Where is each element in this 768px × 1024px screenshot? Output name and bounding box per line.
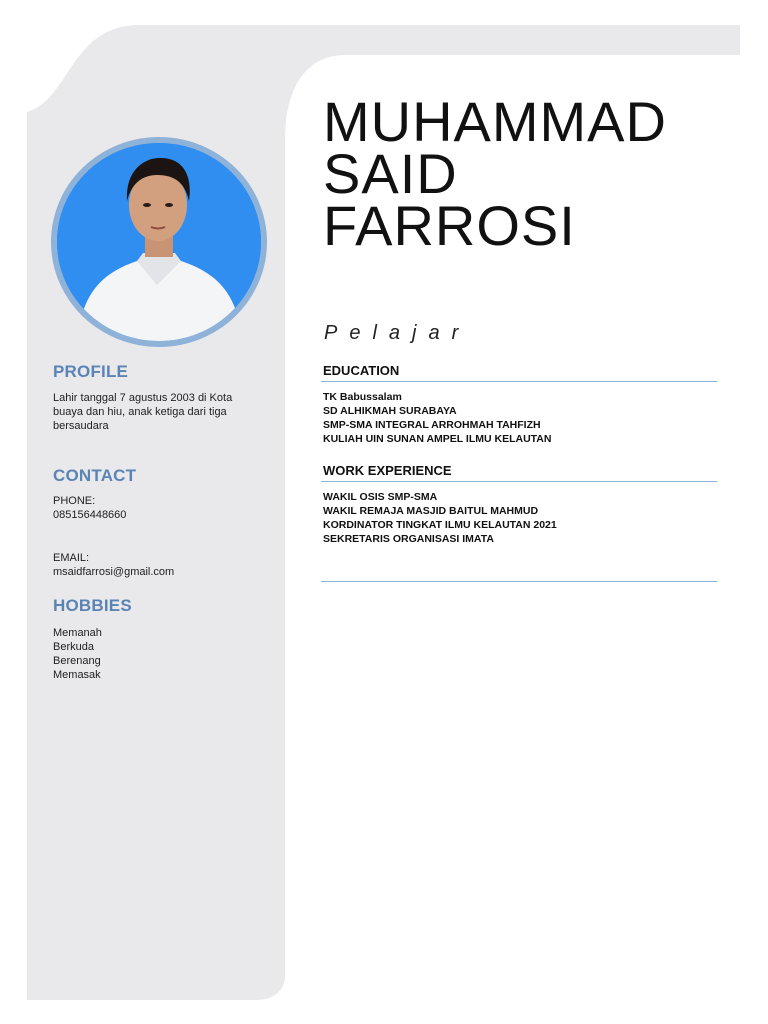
work-heading: WORK EXPERIENCE bbox=[323, 463, 452, 478]
name-line: MUHAMMAD bbox=[323, 90, 667, 153]
profile-line: buaya dan hiu, anak ketiga dari tiga bbox=[53, 406, 227, 418]
name-line: FARROSI bbox=[323, 194, 576, 257]
contact-heading: CONTACT bbox=[53, 466, 137, 485]
education-heading: EDUCATION bbox=[323, 363, 400, 378]
profile-text bbox=[53, 391, 263, 433]
work-item: KORDINATOR TINGKAT ILMU KELAUTAN 2021 bbox=[323, 519, 557, 531]
hobby-item: Berkuda bbox=[53, 641, 94, 653]
name-line: SAID bbox=[323, 142, 458, 205]
hobbies-list bbox=[53, 626, 263, 682]
work-list bbox=[323, 490, 557, 546]
hobby-item: Memanah bbox=[53, 627, 102, 639]
profile-line: bersaudara bbox=[53, 420, 109, 432]
education-item: SMP-SMA INTEGRAL ARROHMAH TAHFIZH bbox=[323, 419, 541, 431]
phone-value: 085156448660 bbox=[53, 509, 127, 521]
email-value: msaidfarrosi@gmail.com bbox=[53, 566, 175, 578]
work-item: SEKRETARIS ORGANISASI IMATA bbox=[323, 533, 494, 545]
hobby-item: Berenang bbox=[53, 655, 101, 667]
education-item: TK Babussalam bbox=[323, 391, 402, 403]
job-title: Pelajar bbox=[324, 322, 471, 344]
bottom-divider bbox=[321, 581, 717, 582]
contact-email bbox=[53, 551, 263, 579]
education-divider bbox=[321, 381, 717, 382]
education-item: KULIAH UIN SUNAN AMPEL ILMU KELAUTAN bbox=[323, 433, 552, 445]
contact-phone bbox=[53, 494, 263, 522]
work-item: WAKIL OSIS SMP-SMA bbox=[323, 491, 438, 503]
work-divider bbox=[321, 481, 717, 482]
hobby-item: Memasak bbox=[53, 669, 101, 681]
full-name bbox=[323, 90, 743, 257]
education-item: SD ALHIKMAH SURABAYA bbox=[323, 405, 457, 417]
profile-heading: PROFILE bbox=[53, 362, 129, 381]
avatar bbox=[57, 143, 261, 341]
hobbies-heading: HOBBIES bbox=[53, 596, 132, 615]
work-item: WAKIL REMAJA MASJID BAITUL MAHMUD bbox=[323, 505, 539, 517]
phone-label: PHONE: bbox=[53, 495, 96, 507]
education-list bbox=[323, 390, 551, 446]
email-label: EMAIL: bbox=[53, 552, 90, 564]
profile-line: Lahir tanggal 7 agustus 2003 di Kota bbox=[53, 392, 233, 404]
